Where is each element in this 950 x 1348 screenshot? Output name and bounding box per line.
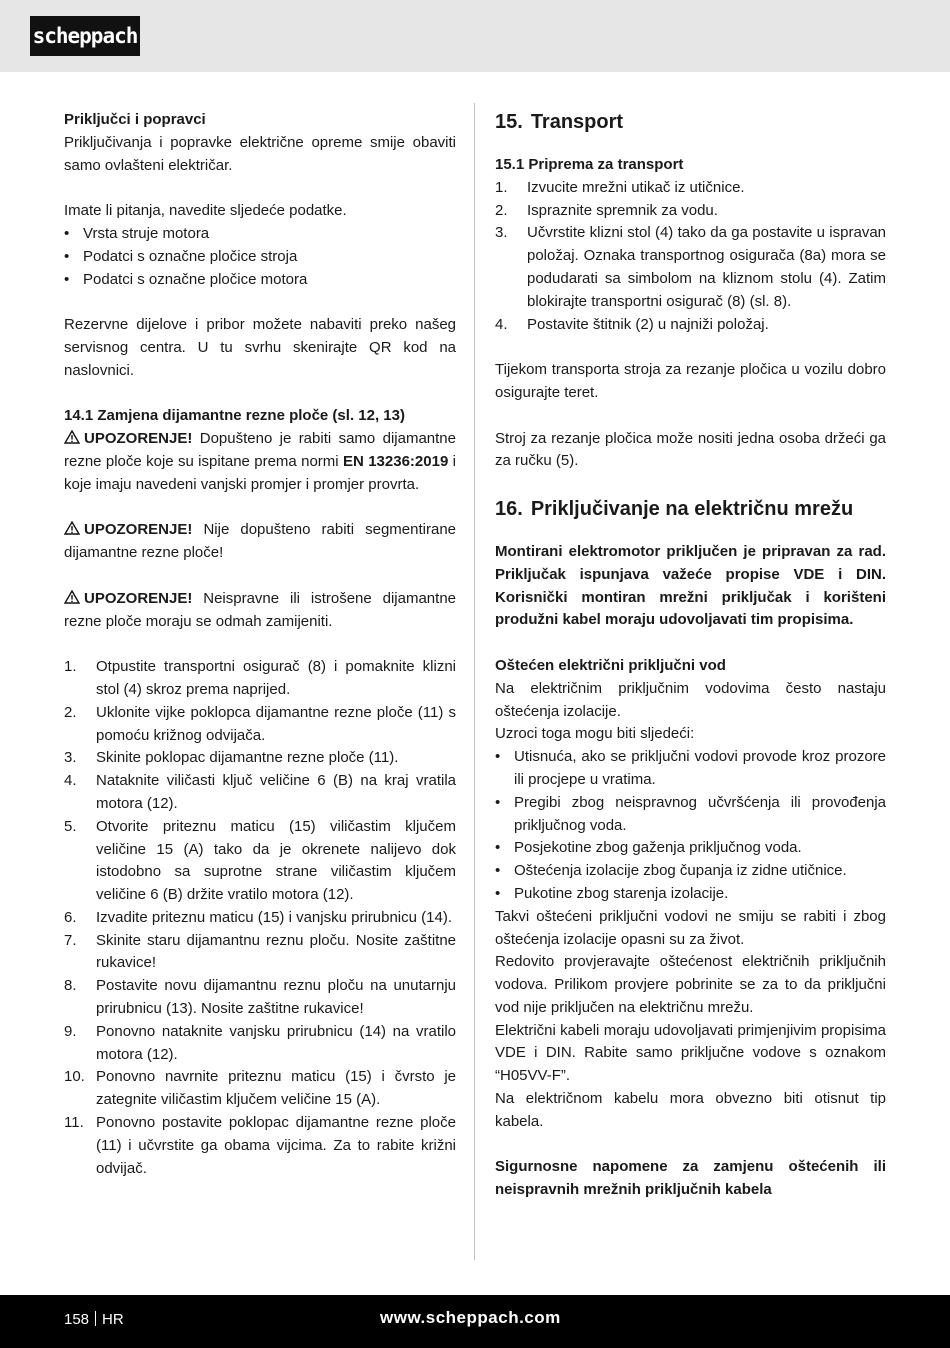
- list-item: • Oštećenja izolacije zbog čupanja iz zidne utičnice.: [495, 862, 847, 880]
- norm-reference: EN 13236:2019: [343, 452, 449, 470]
- questions-list: [64, 223, 456, 291]
- replacement-steps: [64, 656, 456, 1180]
- header-bar: [0, 0, 950, 72]
- damaged-cable-text: Na električnim priključnim vodovima često nastaju oštećenja izolacije.: [495, 679, 886, 720]
- footer-bar: [0, 1295, 950, 1348]
- section-heading-damaged-cable: Oštećen električni priključni vod: [495, 656, 726, 674]
- warning-3: UPOZORENJE! Neispravne ili istrošene dijamantne rezne ploče moraju se odmah zamijeniti.: [64, 589, 456, 630]
- warning-1: UPOZORENJE! Dopušteno je rabiti samo dijamantne rezne ploče koje su ispitane prema normi EN 13236:2019 i koje imaju navedeni vanjski promjer i promjer provrta.: [64, 430, 457, 493]
- damaged-cable-warning: Takvi oštećeni priključni vodovi ne smiju se rabiti i zbog oštećenja izolacije opasni su za život.: [495, 907, 886, 948]
- warning-triangle-icon: [64, 590, 80, 604]
- section-heading-15-1: 15.1 Priprema za transport: [495, 156, 684, 173]
- damaged-cable-causes-intro: Uzroci toga mogu biti sljedeći:: [495, 725, 695, 743]
- warning-triangle-icon: [64, 430, 80, 444]
- warning-label: UPOZORENJE!: [84, 521, 193, 539]
- list-item: 10. Ponovno navrnite priteznu maticu (15) i čvrsto je zategnite viličastim ključem veličine 15 (A).: [64, 1068, 456, 1109]
- damage-causes-list: [495, 746, 886, 906]
- warning-triangle-icon: [64, 521, 80, 535]
- transport-vehicle-text: Tijekom transporta stroja za rezanje pločica u vozilu dobro osigurajte teret.: [495, 361, 886, 401]
- left-column: [64, 109, 456, 1180]
- list-item: 2. Ispraznite spremnik za vodu.: [495, 201, 718, 219]
- warning-label: UPOZORENJE!: [84, 589, 193, 607]
- list-item: • Pukotine zbog starenja izolacije.: [495, 884, 729, 902]
- transport-steps: [495, 177, 886, 337]
- list-item: • Posjekotine zbog gaženja priključnog voda.: [495, 839, 802, 857]
- cable-type-text: Na električnom kabelu mora obvezno biti otisnut tip kabela.: [495, 1090, 886, 1130]
- cable-standards-text: Električni kabeli moraju udovoljavati primjenjivim propisima VDE i DIN. Rabite samo priključne vodove s oznakom “H05VV-F”.: [495, 1021, 886, 1085]
- list-item: 7. Skinite staru dijamantnu reznu ploču. Nosite zaštitne rukavice!: [64, 931, 456, 972]
- right-column: [495, 109, 886, 1202]
- list-item: • Podatci s označne pločice stroja: [64, 247, 298, 265]
- list-item: 1. Izvucite mrežni utikač iz utičnice.: [495, 178, 745, 196]
- list-item: 2. Uklonite vijke poklopca dijamantne rezne ploče (11) s pomoću križnog odvijača.: [64, 703, 456, 744]
- list-item: 3. Skinite poklopac dijamantne rezne ploče (11).: [64, 749, 399, 767]
- list-item: • Podatci s označne pločice motora: [64, 270, 308, 288]
- list-item: • Vrsta struje motora: [64, 224, 210, 242]
- list-item: • Utisnuća, ako se priključni vodovi provode kroz prozore ili procjepe u vratima.: [495, 748, 886, 788]
- list-item: 4. Nataknite viličasti ključ veličine 6 (B) na kraj vratila motora (12).: [64, 772, 456, 812]
- website-link[interactable]: www.scheppach.com: [380, 1308, 561, 1327]
- list-item: 3. Učvrstite klizni stol (4) tako da ga postavite u ispravan položaj. Oznaka transportnog osigurača (8a) mora se podudarati sa simbolom na kliznom stolu (4). Zatim blokirajte transportni osigurač (8) (sl. 8).: [495, 224, 886, 310]
- list-item: 5. Otvorite priteznu maticu (15) viličastim ključem veličine 15 (A) tako da je okrenete nalijevo dok istodobno sa suprotne strane viličastim ključem veličine 6 (B) držite vratilo motora (12).: [64, 817, 456, 904]
- connections-text: Priključivanja i popravke električne opreme smije obaviti samo ovlašteni električar.: [64, 133, 456, 174]
- list-item: 11. Ponovno postavite poklopac dijamantne rezne ploče (11) i učvrstite ga obama vijcima. Za to rabite križni odvijač.: [64, 1114, 456, 1177]
- spare-parts-text: Rezervne dijelove i pribor možete nabaviti preko našeg servisnog centra. U tu svrhu skenirajte QR kod na naslovnici.: [64, 316, 456, 379]
- page-number: 158 HR: [64, 1311, 124, 1328]
- list-item: 1. Otpustite transportni osigurač (8) i pomaknite klizni stol (4) skroz prema naprijed.: [64, 658, 456, 698]
- electrical-connection-text: Montirani elektromotor priključen je pripravan za rad. Priključak ispunjava važeće propise VDE i DIN. Korisnički montiran mrežni priključak i korišteni produžni kabel moraju udovoljavati tim propisima.: [495, 542, 886, 629]
- chapter-heading-15: 15. Transport: [495, 111, 624, 133]
- column-divider: [474, 103, 475, 1260]
- transport-carry-text: Stroj za rezanje pločica može nositi jedna osoba držeći ga za ručku (5).: [495, 429, 886, 470]
- list-item: 8. Postavite novu dijamantnu reznu ploču na unutarnju prirubnicu (13). Nosite zaštitne rukavice!: [64, 977, 456, 1018]
- chapter-heading-16: 16. Priključivanje na električnu mrežu: [495, 497, 854, 520]
- section-heading-14-1: 14.1 Zamjena dijamantne rezne ploče (sl. 12, 13): [64, 407, 405, 425]
- list-item: 6. Izvadite priteznu maticu (15) i vanjsku prirubnicu (14).: [64, 908, 452, 926]
- warning-2: UPOZORENJE! Nije dopušteno rabiti segmentirane dijamantne rezne ploče!: [64, 521, 456, 562]
- warning-label: UPOZORENJE!: [84, 430, 193, 448]
- scheppach-logo: scheppach: [30, 16, 140, 56]
- list-item: 4. Postavite štitnik (2) u najniži položaj.: [495, 315, 769, 333]
- list-item: • Pregibi zbog neispravnog učvršćenja ili provođenja priključnog voda.: [495, 793, 886, 834]
- list-item: 9. Ponovno nataknite vanjsku prirubnicu (14) na vratilo motora (12).: [64, 1022, 456, 1063]
- inspection-text: Redovito provjeravajte oštećenost električnih priključnih vodova. Prilikom provjere pobrinite se za to da priključni vod nije priključen na električnu mrežu.: [495, 953, 886, 1016]
- section-heading-safety-replacement: Sigurnosne napomene za zamjenu oštećenih ili neispravnih mrežnih priključnih kabela: [495, 1158, 886, 1199]
- questions-intro: Imate li pitanja, navedite sljedeće podatke.: [64, 202, 347, 220]
- section-heading-connections: Priključci i popravci: [64, 111, 206, 128]
